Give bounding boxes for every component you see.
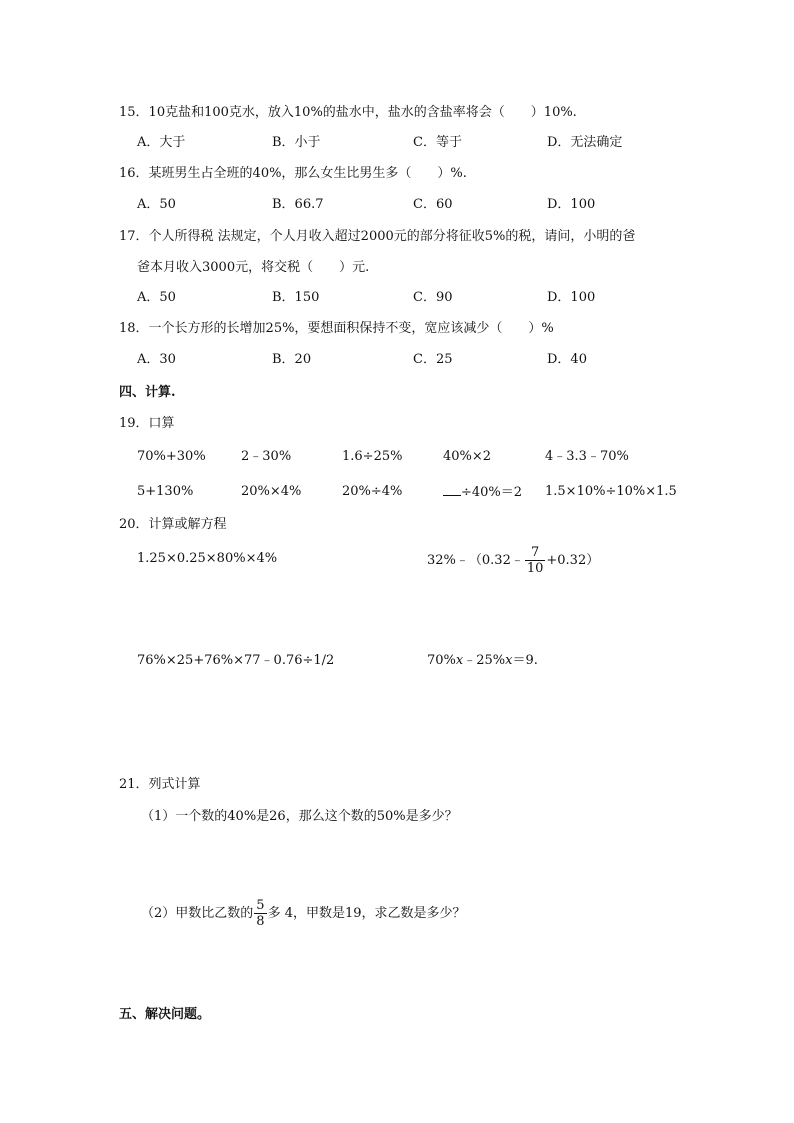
q16-option-d: D．100 [547,197,596,212]
q19-row2-item4-text: ÷40%＝2 [461,485,523,500]
q19-row1-item1: 70%+30% [137,449,206,464]
question-17-stem-line1: 17．个人所得税 法规定，个人月收入超过2000元的部分将征收5%的税，请问，小明的爸 [119,229,636,244]
section-5-title: 五、解决问题。 [119,1007,211,1022]
q19-row2-item4 [443,483,522,502]
variable-x: x [505,653,513,668]
q19-row2-item1: 5+130% [137,484,194,499]
q19-row1-item4: 40%×2 [443,449,492,464]
q18-option-d: D．40 [547,352,587,367]
question-19-title: 19．口算 [119,416,175,431]
q19-row2-item5: 1.5×10%÷10%×1.5 [545,484,677,499]
q17-option-d: D．100 [547,290,596,305]
q19-row1-item3: 1.6÷25% [342,449,403,464]
question-17-stem-line2: 爸本月收入3000元，将交税（ ）元. [137,260,370,275]
q17-option-a: A．50 [137,290,176,305]
q21-subquestion-2 [141,898,466,929]
fraction-denominator: 10 [526,561,544,576]
q17-option-c: C．90 [413,290,453,305]
section-4-title: 四、计算. [119,385,176,400]
q20-expr2-suffix: +0.32） [546,553,600,568]
q21-sub2-prefix: （2）甲数比乙数的 [141,906,254,921]
q15-option-c: C．等于 [413,135,462,150]
q17-option-b: B．150 [272,290,320,305]
q15-option-d: D．无法确定 [547,135,623,150]
q20-eq-part-c: ＝9. [512,653,538,668]
q20-expression-1: 1.25×0.25×80%×4% [137,551,278,566]
q19-row2-item3: 20%÷4% [342,484,403,499]
q19-row2-item2: 20%×4% [241,484,302,499]
answer-blank [443,483,461,496]
q20-eq-part-b: ﹣25% [463,653,506,668]
variable-x: x [455,653,464,668]
fraction-numerator: 7 [525,545,546,561]
q20-expression-2 [427,545,599,576]
q18-option-b: B．20 [272,352,312,367]
fraction-numerator: 5 [256,898,265,913]
question-15-stem: 15．10克盐和100克水，放入10%的盐水中，盐水的含盐率将会（ ）10%. [119,105,577,120]
fraction-seven-tenths [525,545,546,576]
q21-sub2-suffix: 多 4，甲数是19，求乙数是多少？ [267,906,466,921]
q18-option-a: A．30 [137,352,176,367]
question-18-stem: 18．一个长方形的长增加25%，要想面积保持不变，宽应该减少（ ）% [119,321,554,336]
q15-option-a: A．大于 [137,135,186,150]
question-16-stem: 16．某班男生占全班的40%，那么女生比男生多（ ）%. [119,166,467,181]
fraction-denominator: 8 [256,914,265,929]
q21-subquestion-1: （1）一个数的40%是26，那么这个数的50%是多少？ [141,809,458,824]
question-20-title: 20．计算或解方程 [119,517,227,532]
question-21-title: 21．列式计算 [119,777,201,792]
q16-option-b: B．66.7 [272,197,324,212]
q16-option-c: C．60 [413,197,453,212]
q15-option-b: B．小于 [272,135,321,150]
q20-equation [427,652,538,670]
q20-expression-3: 76%×25+76%×77﹣0.76÷1/2 [137,653,335,668]
q19-row1-item5: 4﹣3.3﹣70% [545,449,629,464]
q16-option-a: A．50 [137,197,176,212]
q18-option-c: C．25 [413,352,453,367]
q20-expr2-prefix: 32%﹣（0.32﹣ [427,553,524,568]
q20-eq-part-a: 70% [427,653,456,668]
fraction-five-eighths [254,898,266,929]
q19-row1-item2: 2﹣30% [241,449,292,464]
